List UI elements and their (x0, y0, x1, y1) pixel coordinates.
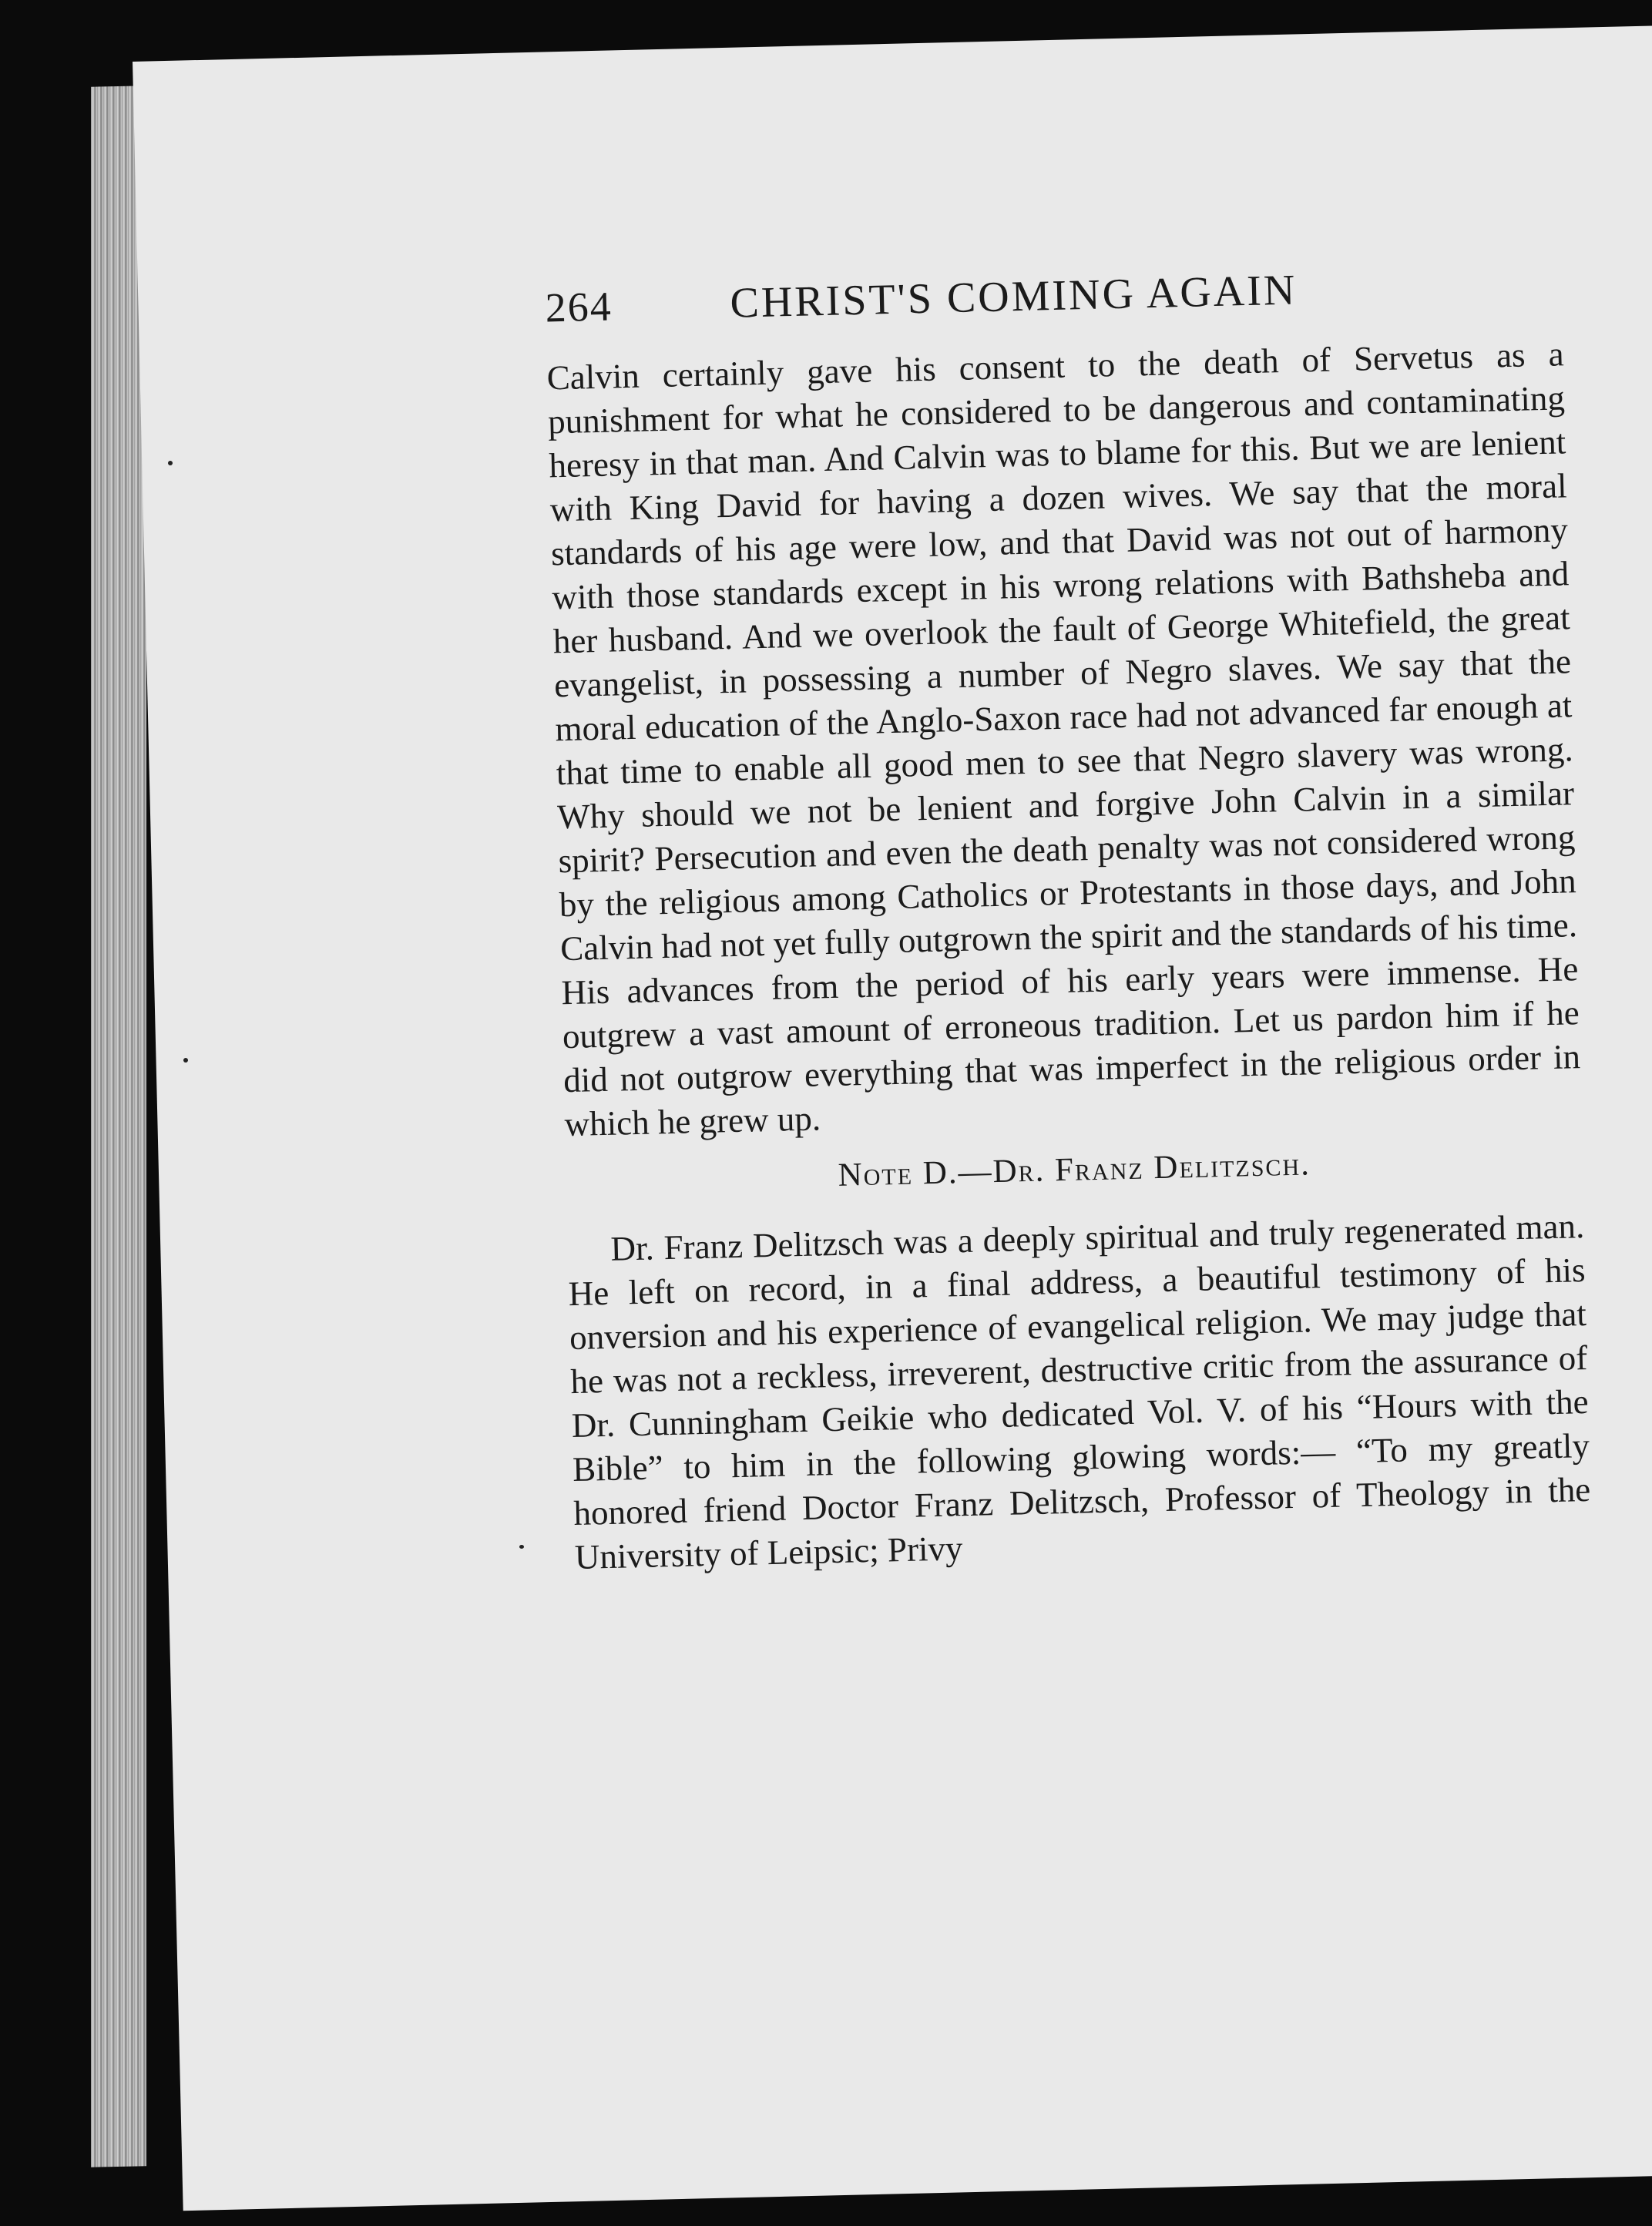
book-page (133, 25, 1652, 2211)
scan-speck (183, 1058, 188, 1063)
scan-speck (168, 461, 173, 465)
book-page-edges (91, 86, 146, 2167)
paragraph-delitzsch: Dr. Franz Delitzsch was a deeply spiritual and truly regenerated man. He left on record, in a final address, a beautiful testimony of his onversion and his experience of evangelical religion. We may judge that he was not a reckless, irreverent, destructive critic from the assurance of Dr. Cunningham Geikie who dedicated Vol. V. of his “Hours with the Bible” to him in the following glowing words:— “To my greatly honored friend Doctor Franz Delitzsch, Professor of Theology in the University of Leipsic; Privy (568, 1207, 1591, 1577)
scan-speck (519, 1545, 524, 1549)
body-text (546, 332, 1592, 1580)
note-heading: Note D.—Dr. Franz Delitzsch. (838, 1146, 1311, 1194)
page-number: 264 (544, 283, 613, 331)
page-content (545, 259, 1592, 1580)
paragraph-calvin: Calvin certainly gave his consent to the death of Servetus as a punishment for what he considered to be dangerous and contaminating heresy in that man. And Calvin was to blame for this. But we are lenient with King David for having a dozen wives. We say that the moral standards of his age were low, and that David was not out of harmony with those standards except in his wrong relations with Bathsheba and her husband. And we overlook the fault of George Whitefield, the great evangelist, in possessing a number of Negro slaves. We say that the moral education of the Anglo-Saxon race had not advanced far enough at that time to enable all good men to see that Negro slavery was wrong. Why should we not be lenient and forgive John Calvin in a similar spirit? Persecution and even the death penalty was not considered wrong by the religious among Catholics or Protestants in those days, and John Calvin had not yet fully outgrown the spirit and the standards of his time. His advances from the period of his early years were immense. He outgrew a vast amount of erroneous tradition. Let us pardon him if he did not outgrow everything that was imperfect in the religious order in which he grew up. (546, 334, 1581, 1144)
running-title: CHRIST'S COMING AGAIN (729, 266, 1298, 327)
